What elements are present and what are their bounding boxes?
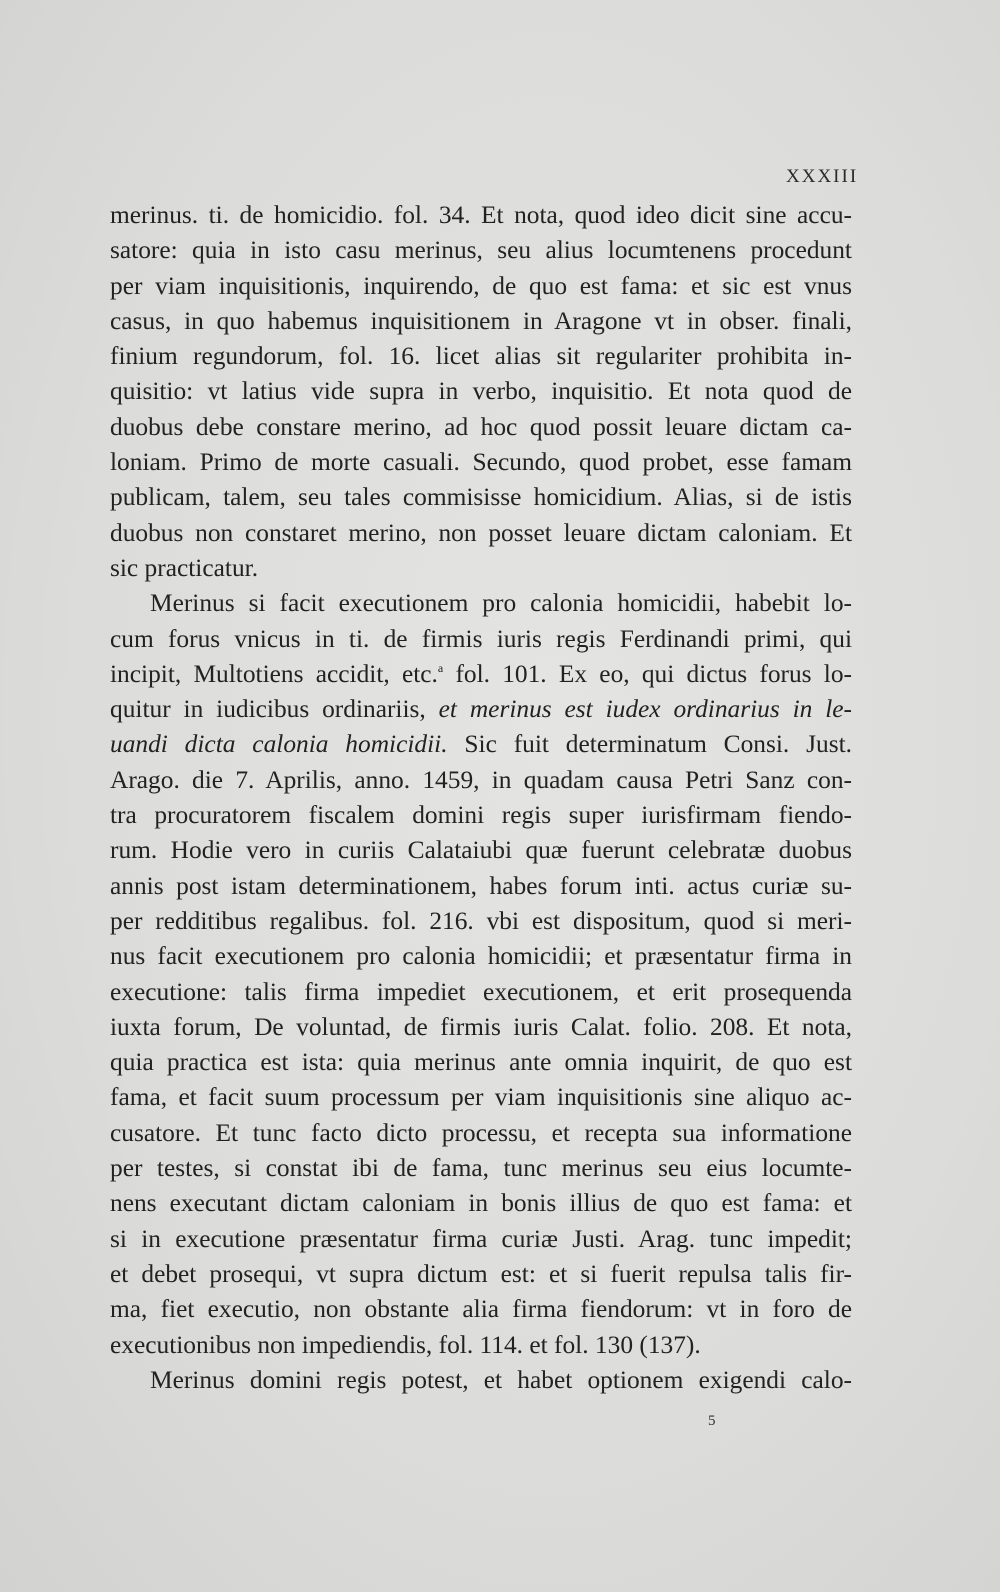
superscript-mark: a	[437, 660, 444, 675]
text-line: per redditibus regalibus. fol. 216. vbi est dispositum, quod si meri-	[110, 906, 852, 935]
text-line: Arago. die 7. Aprilis, anno. 1459, in quadam causa Petri Sanz con-	[110, 765, 852, 794]
line-segment: quitur in iudicibus ordinariis,	[110, 695, 439, 724]
text-line: duobus debe constare merino, ad hoc quod possit leuare dictam ca-	[110, 412, 852, 441]
text-line-with-italic	[110, 692, 852, 727]
text-line-with-superscript	[110, 657, 852, 692]
text-line: nus facit executionem pro calonia homicidii; et præsentatur firma in	[110, 942, 852, 971]
text-line: ma, fiet executio, non obstante alia firma fiendorum: vt in foro de	[110, 1295, 852, 1324]
text-line: finium regundorum, fol. 16. licet alias sit regulariter prohibita in-	[110, 342, 852, 371]
line-segment: fol. 101. Ex eo, qui dictus forus lo-	[443, 659, 852, 688]
text-line: Merinus domini regis potest, et habet optionem exigendi calo-	[150, 1365, 852, 1394]
text-line: cusatore. Et tunc facto dicto processu, et recepta sua informatione	[110, 1118, 852, 1147]
text-line: fama, et facit suum processum per viam inquisitionis sine aliquo ac-	[110, 1083, 852, 1112]
body-text	[110, 198, 852, 1398]
page-number-header: XXXIII	[786, 166, 859, 187]
text-line: per testes, si constat ibi de fama, tunc merinus seu eius locumte-	[110, 1154, 852, 1183]
line-segment: Sic fuit determinatum Consi. Just.	[447, 730, 852, 759]
text-line: tra procuratorem fiscalem domini regis super iurisfirmam fiendo-	[110, 801, 852, 830]
italic-segment: uandi dicta calonia homicidii.	[110, 730, 448, 759]
text-line: sic practicatur.	[110, 553, 259, 582]
text-line: Merinus si facit executionem pro calonia homicidii, habebit lo-	[150, 589, 852, 618]
text-line: per viam inquisitionis, inquirendo, de quo est fama: et sic est vnus	[110, 271, 852, 300]
text-line: satore: quia in isto casu merinus, seu alius locumtenens procedunt	[110, 236, 852, 265]
text-line: si in executione præsentatur firma curiæ Justi. Arag. tunc impedit;	[110, 1224, 852, 1253]
text-line: executionibus non impediendis, fol. 114. et fol. 130 (137).	[110, 1330, 701, 1359]
text-line: quia practica est ista: quia merinus ante omnia inquirit, de quo est	[110, 1048, 852, 1077]
text-line: executione: talis firma impediet executionem, et erit prosequenda	[110, 977, 852, 1006]
italic-segment: et merinus est iudex ordinarius in le-	[438, 695, 852, 724]
text-line: et debet prosequi, vt supra dictum est: et si fuerit repulsa talis fir-	[110, 1259, 852, 1288]
text-line: iuxta forum, De voluntad, de firmis iuris Calat. folio. 208. Et nota,	[110, 1012, 852, 1041]
text-line: rum. Hodie vero in curiis Calataiubi quæ fuerunt celebratæ duobus	[110, 836, 852, 865]
text-line: loniam. Primo de morte casuali. Secundo, quod probet, esse famam	[110, 448, 852, 477]
text-line: nens executant dictam caloniam in bonis illius de quo est fama: et	[110, 1189, 852, 1218]
text-line: publicam, talem, seu tales commisisse homicidium. Alias, si de istis	[110, 483, 852, 512]
text-line: casus, in quo habemus inquisitionem in Aragone vt in obser. finali,	[110, 306, 852, 335]
signature-mark: 5	[708, 1413, 716, 1429]
line-segment: incipit, Multotiens accidit, etc.	[110, 659, 438, 688]
text-line: duobus non constaret merino, non posset leuare dictam caloniam. Et	[110, 518, 852, 547]
text-line: cum forus vnicus in ti. de firmis iuris regis Ferdinandi primi, qui	[110, 624, 852, 653]
text-line-with-italic	[110, 727, 852, 762]
text-line: merinus. ti. de homicidio. fol. 34. Et nota, quod ideo dicit sine accu-	[110, 201, 852, 229]
text-line: quisitio: vt latius vide supra in verbo, inquisitio. Et nota quod de	[110, 377, 852, 406]
text-line: annis post istam determinationem, habes forum inti. actus curiæ su-	[110, 871, 852, 900]
